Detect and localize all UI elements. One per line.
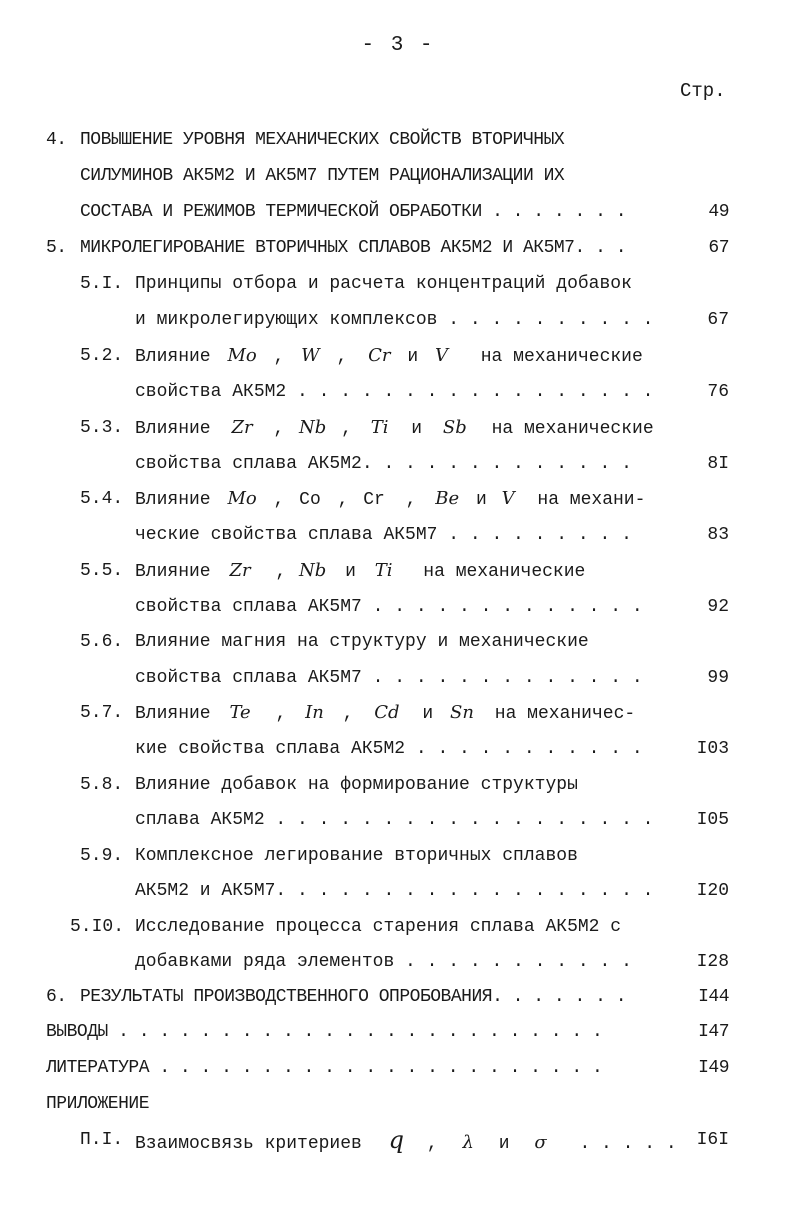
entry-title: АК5М2 и АК5М7. . . . . . . . . . . . . . . . . . xyxy=(135,881,654,901)
entry-title: ЛИТЕРАТУРА . . . . . . . . . . . . . . . . . . . . . . xyxy=(46,1058,603,1078)
entry-number: 6. xyxy=(46,987,67,1007)
element-symbol: Be xyxy=(435,488,460,509)
entry-title: Влияние Zr , Nb и Ti на механические xyxy=(135,560,586,582)
entry-title: Влияние Mo , Co , Cr , Be и V на механи- xyxy=(135,488,646,510)
entry-title: свойства АК5М2 . . . . . . . . . . . . . . . . . xyxy=(135,382,654,402)
element-symbol: Nb xyxy=(299,417,327,438)
entry-number: 5.6. xyxy=(80,632,124,652)
element-symbol: V xyxy=(501,488,515,509)
symbol-lambda: λ xyxy=(462,1132,474,1153)
entry-title: добавками ряда элементов . . . . . . . . . . . xyxy=(135,952,632,972)
entry-title: Влияние добавок на формирование структуры xyxy=(135,775,578,795)
element-symbol: In xyxy=(305,702,324,723)
entry-page: 83 xyxy=(707,525,729,545)
entry-number: 4. xyxy=(46,130,67,150)
element-symbol: Ti xyxy=(370,417,389,438)
entry-page: I47 xyxy=(698,1022,729,1042)
element-symbol: Zr xyxy=(231,417,253,438)
element-symbol: Te xyxy=(229,702,251,723)
entry-page: 92 xyxy=(707,597,729,617)
page-column-label: Стр. xyxy=(680,80,726,102)
entry-title: ческие свойства сплава АК5М7 . . . . . . . . . xyxy=(135,525,632,545)
entry-title: МИКРОЛЕГИРОВАНИЕ ВТОРИЧНЫХ СПЛАВОВ АК5М2 И АК5М7. . . xyxy=(80,238,626,258)
entry-number: 5.2. xyxy=(80,346,124,366)
entry-title: Исследование процесса старения сплава АК5М2 с xyxy=(135,917,622,937)
entry-title: РЕЗУЛЬТАТЫ ПРОИЗВОДСТВЕННОГО ОПРОБОВАНИЯ. . . . . . . xyxy=(80,987,626,1007)
entry-page: 99 xyxy=(707,668,729,688)
entry-title: свойства сплава АК5М2. . . . . . . . . . . . . xyxy=(135,454,632,474)
element-symbol: W xyxy=(301,345,320,366)
entry-title: свойства сплава АК5М7 . . . . . . . . . . . . . xyxy=(135,597,643,617)
entry-page: 76 xyxy=(707,382,729,402)
entry-title: Комплексное легирование вторичных сплавов xyxy=(135,846,578,866)
entry-page: 67 xyxy=(707,310,729,330)
symbol-sigma: σ xyxy=(534,1132,547,1153)
page-number: - 3 - xyxy=(361,34,435,57)
entry-number: 5.3. xyxy=(80,418,124,438)
element-symbol: Mo xyxy=(227,345,257,366)
entry-number: П.I. xyxy=(80,1130,124,1150)
entry-title: свойства сплава АК5М7 . . . . . . . . . . . . . xyxy=(135,668,643,688)
entry-page: I44 xyxy=(698,987,729,1007)
entry-page: I28 xyxy=(696,952,729,972)
entry-page: 49 xyxy=(708,202,729,222)
entry-number: 5.9. xyxy=(80,846,124,866)
element-symbol: V xyxy=(434,345,448,366)
element-symbol: Cr xyxy=(368,345,391,366)
entry-title: кие свойства сплава АК5М2 . . . . . . . . . . . xyxy=(135,739,643,759)
entry-title: СОСТАВА И РЕЖИМОВ ТЕРМИЧЕСКОЙ ОБРАБОТКИ . . . . . . . xyxy=(80,202,626,222)
symbol-q: q xyxy=(388,1126,405,1154)
element-symbol: Cd xyxy=(374,702,400,723)
entry-title: сплава АК5М2 . . . . . . . . . . . . . . . . . . xyxy=(135,810,654,830)
entry-number: 5.I0. xyxy=(70,917,125,937)
element-symbol: Nb xyxy=(299,560,327,581)
entry-title: Влияние Mo , W , Cr и V на механические xyxy=(135,345,643,367)
entry-number: 5.5. xyxy=(80,561,124,581)
entry-title: Взаимосвязь критериев q , λ и σ . . . . . xyxy=(135,1126,677,1154)
entry-title: Принципы отбора и расчета концентраций добавок xyxy=(135,274,632,294)
element-symbol: Ti xyxy=(374,560,393,581)
element-symbol: Sb xyxy=(442,417,467,438)
entry-page: 67 xyxy=(708,238,729,258)
entry-number: 5.4. xyxy=(80,489,124,509)
element-symbol: Cr xyxy=(363,490,385,510)
entry-title: Влияние Zr , Nb , Ti и Sb на механические xyxy=(135,417,654,439)
entry-title: ПРИЛОЖЕНИЕ xyxy=(46,1094,150,1114)
entry-number: 5.8. xyxy=(80,775,124,795)
entry-page: I05 xyxy=(696,810,729,830)
entry-title: Влияние Te , In , Cd и Sn на механичес- xyxy=(135,702,636,724)
entry-number: 5.I. xyxy=(80,274,124,294)
entry-page: I20 xyxy=(696,881,729,901)
entry-title: ВЫВОДЫ . . . . . . . . . . . . . . . . . . . . . . . . xyxy=(46,1022,603,1042)
entry-number: 5. xyxy=(46,238,67,258)
entry-page: I6I xyxy=(696,1130,729,1150)
entry-number: 5.7. xyxy=(80,703,124,723)
entry-title: Влияние магния на структуру и механические xyxy=(135,632,589,652)
entry-page: I03 xyxy=(696,739,729,759)
element-symbol: Co xyxy=(299,490,321,510)
element-symbol: Sn xyxy=(450,702,474,723)
entry-page: 8I xyxy=(707,454,729,474)
entry-page: I49 xyxy=(698,1058,729,1078)
entry-title: и микролегирующих комплексов . . . . . . . . . . xyxy=(135,310,654,330)
element-symbol: Mo xyxy=(227,488,257,509)
entry-title: СИЛУМИНОВ АК5М2 И АК5М7 ПУТЕМ РАЦИОНАЛИЗАЦИИ ИХ xyxy=(80,166,565,186)
entry-title: ПОВЫШЕНИЕ УРОВНЯ МЕХАНИЧЕСКИХ СВОЙСТВ ВТОРИЧНЫХ xyxy=(80,130,565,150)
element-symbol: Zr xyxy=(229,560,251,581)
